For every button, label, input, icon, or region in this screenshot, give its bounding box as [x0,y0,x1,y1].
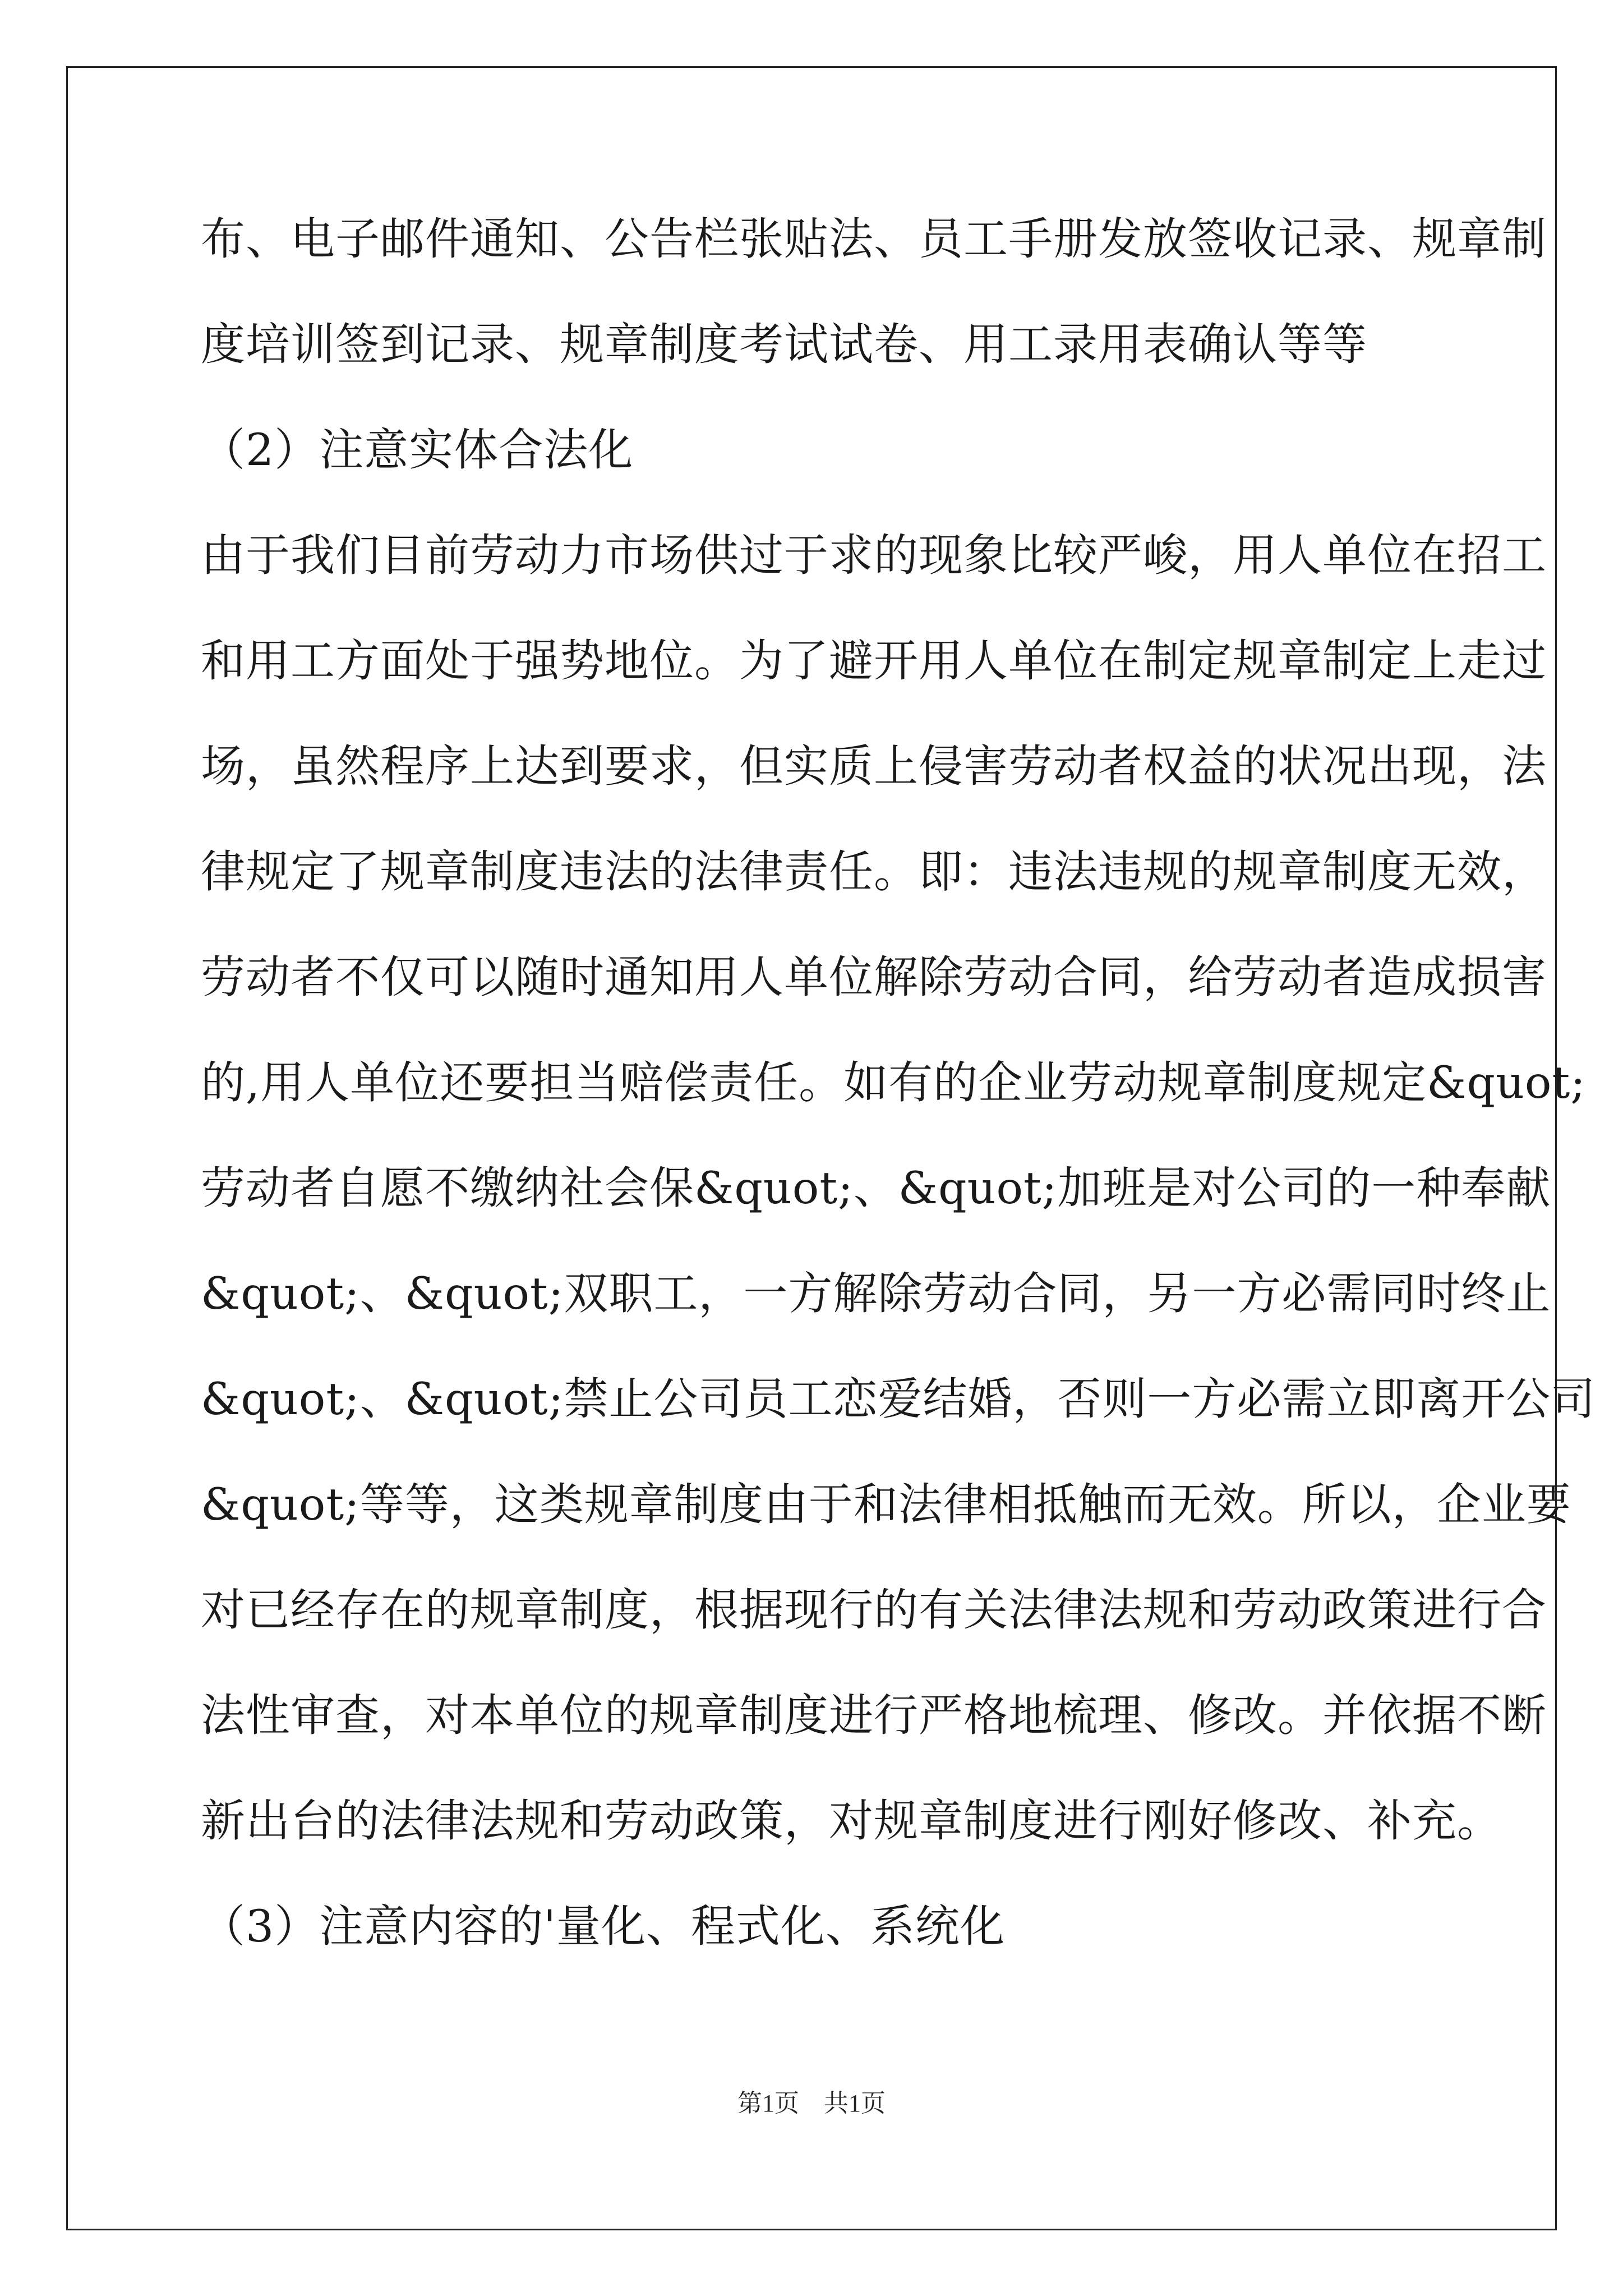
text-line-14: 对已经存在的规章制度，根据现行的有关法律法规和劳动政策进行合 [201,1584,1547,1636]
text-line-7: 律规定了规章制度违法的法律责任。即：违法违规的规章制度无效， [201,846,1547,898]
text-line-5: 和用工方面处于强势地位。为了避开用人单位在制定规章制定上走过 [201,635,1547,687]
text-line-1: 布、电子邮件通知、公告栏张贴法、员工手册发放签收记录、规章制 [201,213,1547,265]
page-number-footer: 第1页 共1页 [737,2090,886,2117]
text-line-11: &quot;、&quot;双职工，一方解除劳动合同，另一方必需同时终止 [201,1268,1551,1319]
text-line-12: &quot;、&quot;禁止公司员工恋爱结婚，否则一方必需立即离开公司 [201,1373,1596,1425]
text-line-15: 法性审查，对本单位的规章制度进行严格地梳理、修改。并依据不断 [201,1690,1547,1741]
text-line-10: 劳动者自愿不缴纳社会保&quot;、&quot;加班是对公司的一种奉献 [201,1162,1551,1214]
text-line-13: &quot;等等，这类规章制度由于和法律相抵触而无效。所以，企业要 [201,1479,1571,1530]
text-line-16: 新出台的法律法规和劳动政策，对规章制度进行刚好修改、补充。 [201,1795,1502,1847]
text-line-9: 的,用人单位还要担当赔偿责任。如有的企业劳动规章制度规定&quot; [201,1057,1586,1108]
text-line-6: 场，虽然程序上达到要求，但实质上侵害劳动者权益的状况出现，法 [201,740,1547,792]
text-line-8: 劳动者不仅可以随时通知用人单位解除劳动合同，给劳动者造成损害 [201,951,1547,1003]
text-line-2: 度培训签到记录、规章制度考试试卷、用工录用表确认等等 [201,319,1367,370]
text-line-4: 由于我们目前劳动力市场供过于求的现象比较严峻，用人单位在招工 [201,530,1547,581]
section-heading-3: （3）注意内容的'量化、程式化、系统化 [201,1901,1005,1952]
section-heading-2: （2）注意实体合法化 [201,424,634,476]
